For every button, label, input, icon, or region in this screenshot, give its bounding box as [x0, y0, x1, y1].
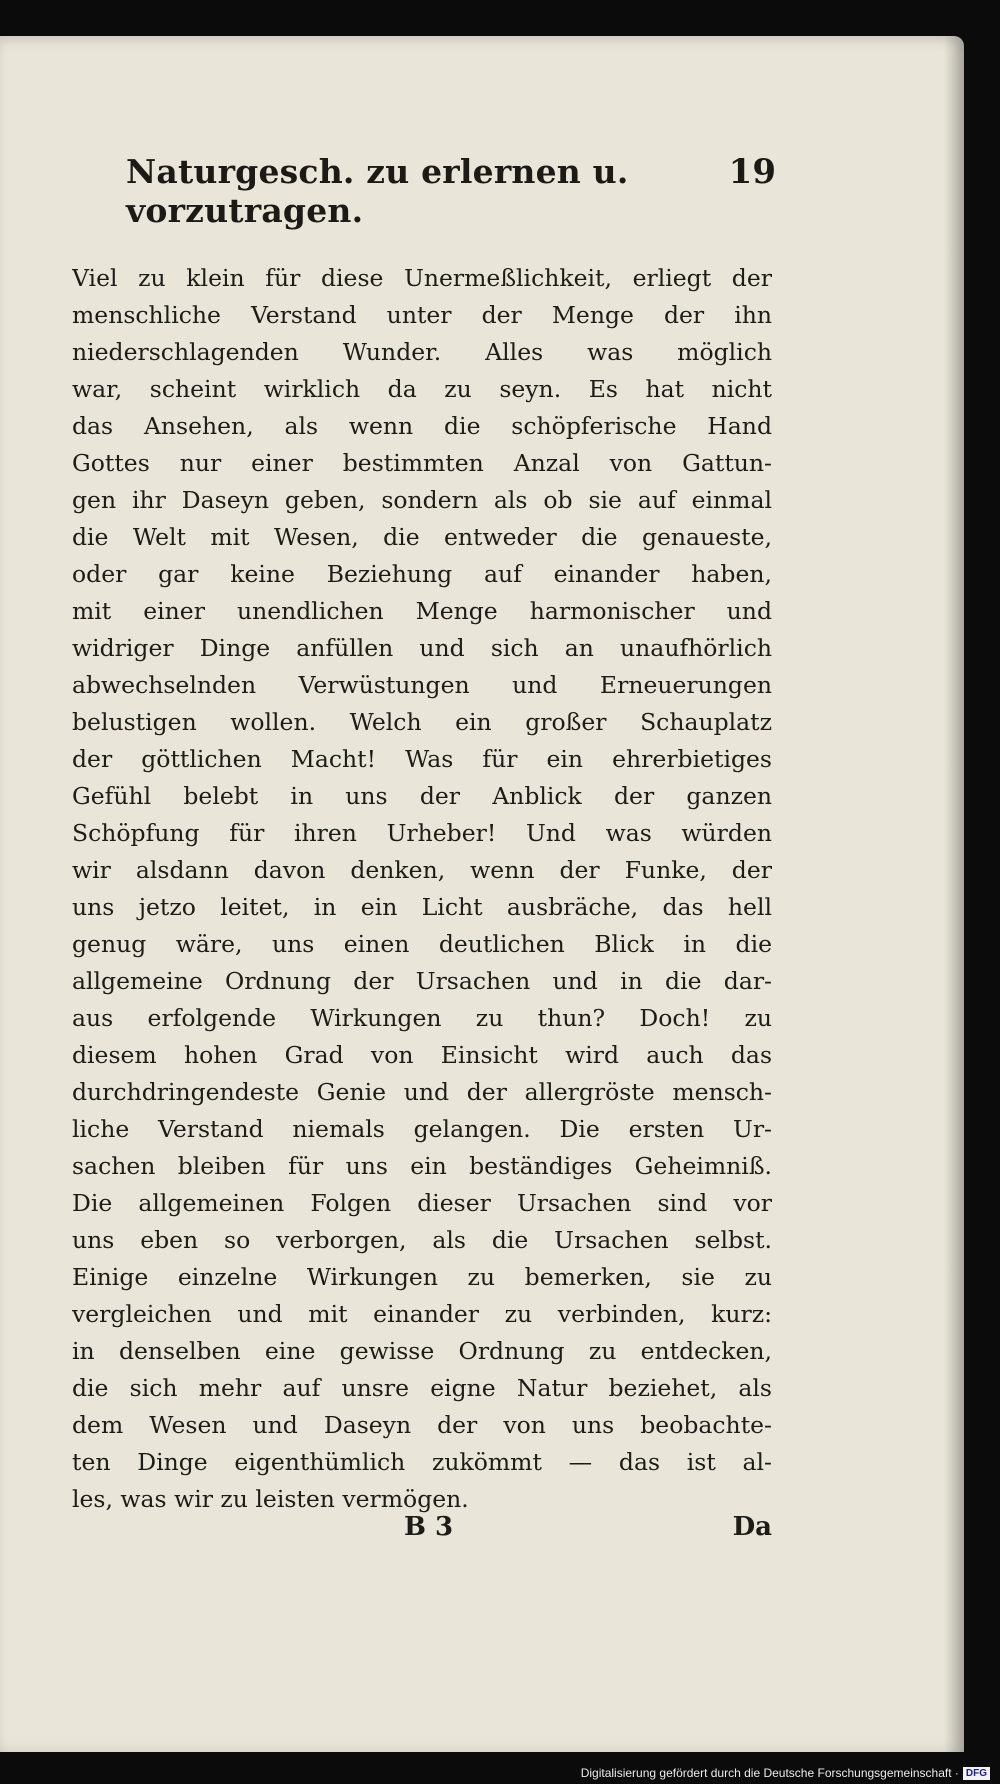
text-line: liche Verstand niemals gelangen. Die ersten Ur-	[72, 1115, 772, 1143]
text-line: vergleichen und mit einander zu verbinden, kurz:	[72, 1300, 772, 1328]
text-line: allgemeine Ordnung der Ursachen und in die dar-	[72, 967, 772, 995]
page-footer	[72, 1512, 772, 1552]
text-line: wir alsdann davon denken, wenn der Funke, der	[72, 856, 772, 884]
page-header	[126, 152, 776, 230]
text-line: widriger Dinge anfüllen und sich an unaufhörlich	[72, 634, 772, 662]
text-line: Viel zu klein für diese Unermeßlichkeit, erliegt der	[72, 264, 772, 292]
text-line: genug wäre, uns einen deutlichen Blick in die	[72, 930, 772, 958]
text-line: Einige einzelne Wirkungen zu bemerken, sie zu	[72, 1263, 772, 1291]
text-line: belustigen wollen. Welch ein großer Schauplatz	[72, 708, 772, 736]
text-line: menschliche Verstand unter der Menge der ihn	[72, 301, 772, 329]
text-line: Gefühl belebt in uns der Anblick der ganzen	[72, 782, 772, 810]
page-number: 19	[728, 152, 776, 192]
text-line: dem Wesen und Daseyn der von uns beobachte-	[72, 1411, 772, 1439]
text-line: ten Dinge eigenthümlich zukömmt — das ist al-	[72, 1448, 772, 1476]
text-line: oder gar keine Beziehung auf einander haben,	[72, 560, 772, 588]
running-title: Naturgesch. zu erlernen u. vorzutragen.	[126, 152, 629, 230]
text-line: Schöpfung für ihren Urheber! Und was würden	[72, 819, 772, 847]
text-line: war, scheint wirklich da zu seyn. Es hat nicht	[72, 375, 772, 403]
text-line: sachen bleiben für uns ein beständiges Geheimniß.	[72, 1152, 772, 1180]
dfg-logo: DFG	[963, 1767, 990, 1780]
text-line: durchdringendeste Genie und der allergröste mensch-	[72, 1078, 772, 1106]
text-line: der göttlichen Macht! Was für ein ehrerbietiges	[72, 745, 772, 773]
text-line: aus erfolgende Wirkungen zu thun? Doch! zu	[72, 1004, 772, 1032]
book-page	[0, 36, 964, 1752]
text-line: gen ihr Daseyn geben, sondern als ob sie auf einmal	[72, 486, 772, 514]
text-line: das Ansehen, als wenn die schöpferische Hand	[72, 412, 772, 440]
funding-note	[581, 1766, 990, 1780]
text-line: les, was wir zu leisten vermögen.	[72, 1485, 469, 1513]
text-line: die Welt mit Wesen, die entweder die genaueste,	[72, 523, 772, 551]
text-line: uns jetzo leitet, in ein Licht ausbräche, das hell	[72, 893, 772, 921]
text-line: diesem hohen Grad von Einsicht wird auch das	[72, 1041, 772, 1069]
funding-note-text: Digitalisierung gefördert durch die Deutsche Forschungsgemeinschaft ·	[580, 1766, 959, 1780]
catchword: Da	[732, 1512, 772, 1542]
text-line: mit einer unendlichen Menge harmonischer und	[72, 597, 772, 625]
text-line: Die allgemeinen Folgen dieser Ursachen sind vor	[72, 1189, 772, 1217]
text-line: uns eben so verborgen, als die Ursachen selbst.	[72, 1226, 772, 1254]
signature-mark: B 3	[404, 1512, 454, 1542]
text-line: niederschlagenden Wunder. Alles was möglich	[72, 338, 772, 366]
text-line: abwechselnden Verwüstungen und Erneuerungen	[72, 671, 772, 699]
text-line: in denselben eine gewisse Ordnung zu entdecken,	[72, 1337, 772, 1365]
body-text	[72, 260, 772, 1518]
text-line: Gottes nur einer bestimmten Anzal von Gattun-	[72, 449, 772, 477]
text-line: die sich mehr auf unsre eigne Natur beziehet, als	[72, 1374, 772, 1402]
